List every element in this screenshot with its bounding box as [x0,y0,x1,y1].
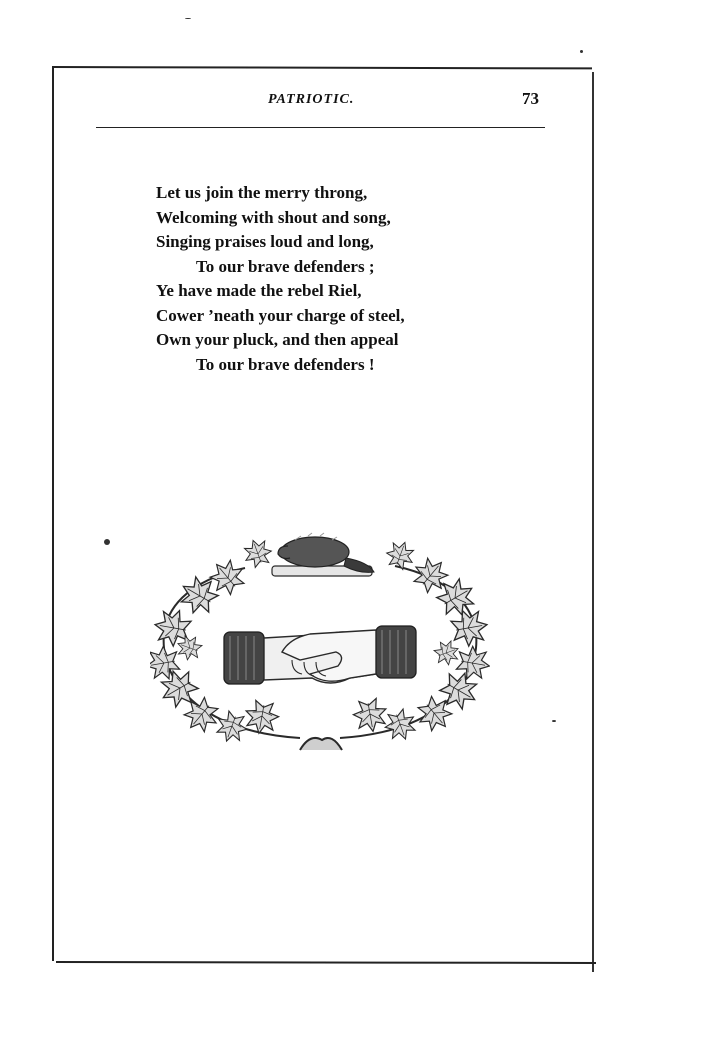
clasped-hands-icon [224,626,416,684]
page-border-right [592,72,594,972]
poem-line: Let us join the merry throng, [156,183,368,202]
poem-line: Own your pluck, and then appeal [156,330,399,349]
page-border-left [52,66,54,961]
header-rule [96,127,545,128]
ink-speck [104,539,110,545]
page-number: 73 [522,89,539,108]
poem-line: Ye have made the rebel Riel, [156,281,362,300]
beaver-icon [272,533,374,576]
ink-speck [580,50,583,53]
poem-stanza [156,181,405,377]
ink-speck [185,18,191,19]
poem-line: Welcoming with shout and song, [156,207,391,227]
poem-line: Singing praises loud and long, [156,232,374,251]
vignette-illustration [150,528,490,756]
running-head: PATRIOTIC. [268,92,355,107]
poem-line: Cower ’neath your charge of steel, [156,305,405,325]
poem-refrain-line: To our brave defenders ; [196,256,375,276]
poem-refrain-line: To our brave defenders ! [196,354,375,374]
page-border-bottom [56,961,596,964]
page-border-top [52,66,592,69]
ink-speck [552,720,556,722]
